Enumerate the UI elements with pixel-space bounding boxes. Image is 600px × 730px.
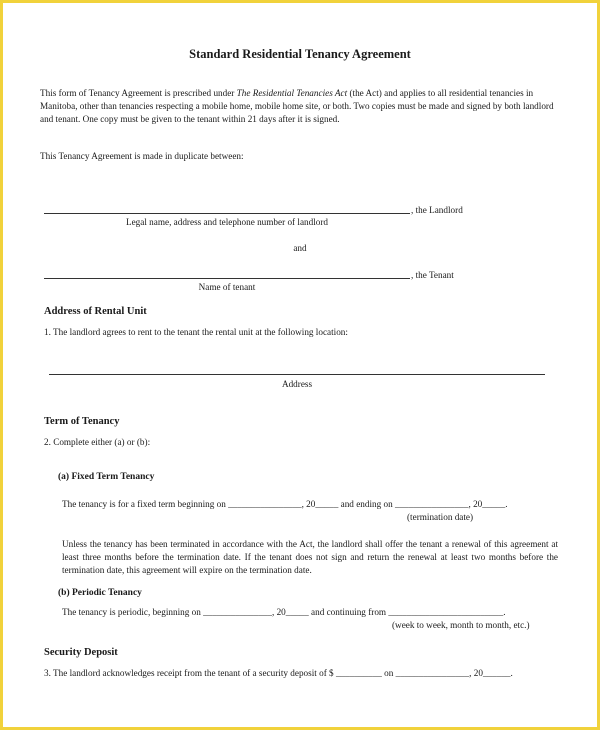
tenant-caption: Name of tenant [198, 282, 256, 292]
address-line[interactable] [49, 374, 545, 375]
intro-paragraph [40, 87, 558, 127]
address-caption: Address [281, 379, 313, 389]
fixed-term-line[interactable]: The tenancy is for a fixed term beginning on ________________, 20_____ and ending on ________________, 20_____. [62, 499, 508, 509]
intro-text-end: (the Act) and applies to all residential tenancies in Manitoba, other than tenancies respecting a mobile home, mobile home site, or both. Two copies must be made and signed by both landlord and tenant. One copy must be given to the tenant within 21 days after it is signed. [40, 88, 554, 125]
periodic-line[interactable]: The tenancy is periodic, beginning on _______________, 20_____ and continuing from _________________________. [62, 607, 506, 617]
tenant-suffix: , the Tenant [411, 270, 454, 280]
tenant-signature-line[interactable] [44, 278, 410, 279]
termination-date-caption: (termination date) [407, 512, 474, 522]
periodic-caption: (week to week, month to month, etc.) [392, 620, 530, 630]
landlord-signature-line[interactable] [44, 213, 410, 214]
term-heading: Term of Tenancy [44, 416, 120, 427]
address-heading: Address of Rental Unit [44, 306, 147, 317]
duplicate-statement: This Tenancy Agreement is made in duplicate between: [40, 151, 244, 161]
landlord-suffix: , the Landlord [411, 205, 463, 215]
deposit-item-3[interactable]: 3. The landlord acknowledges receipt from the tenant of a security deposit of $ __________ on ________________, 20______. [44, 668, 513, 678]
periodic-heading: (b) Periodic Tenancy [58, 588, 142, 598]
document-title: Standard Residential Tenancy Agreement [189, 47, 411, 61]
landlord-caption: Legal name, address and telephone number of landlord [125, 217, 329, 227]
fixed-term-heading: (a) Fixed Term Tenancy [58, 472, 155, 482]
intro-text-start: This form of Tenancy Agreement is prescribed under [40, 88, 237, 98]
term-item-2: 2. Complete either (a) or (b): [44, 437, 151, 447]
and-text: and [293, 243, 307, 253]
deposit-heading: Security Deposit [44, 647, 118, 658]
act-name: The Residential Tenancies Act [236, 88, 348, 98]
renewal-paragraph: Unless the tenancy has been terminated in accordance with the Act, the landlord shall offer the tenant a renewal of this agreement at least three months before the termination date. If the tenant does not sign and return the renewal at least two months before the termination date, this agreement will expire on the termination date. [62, 539, 558, 576]
address-item-1: 1. The landlord agrees to rent to the tenant the rental unit at the following location: [44, 327, 348, 337]
